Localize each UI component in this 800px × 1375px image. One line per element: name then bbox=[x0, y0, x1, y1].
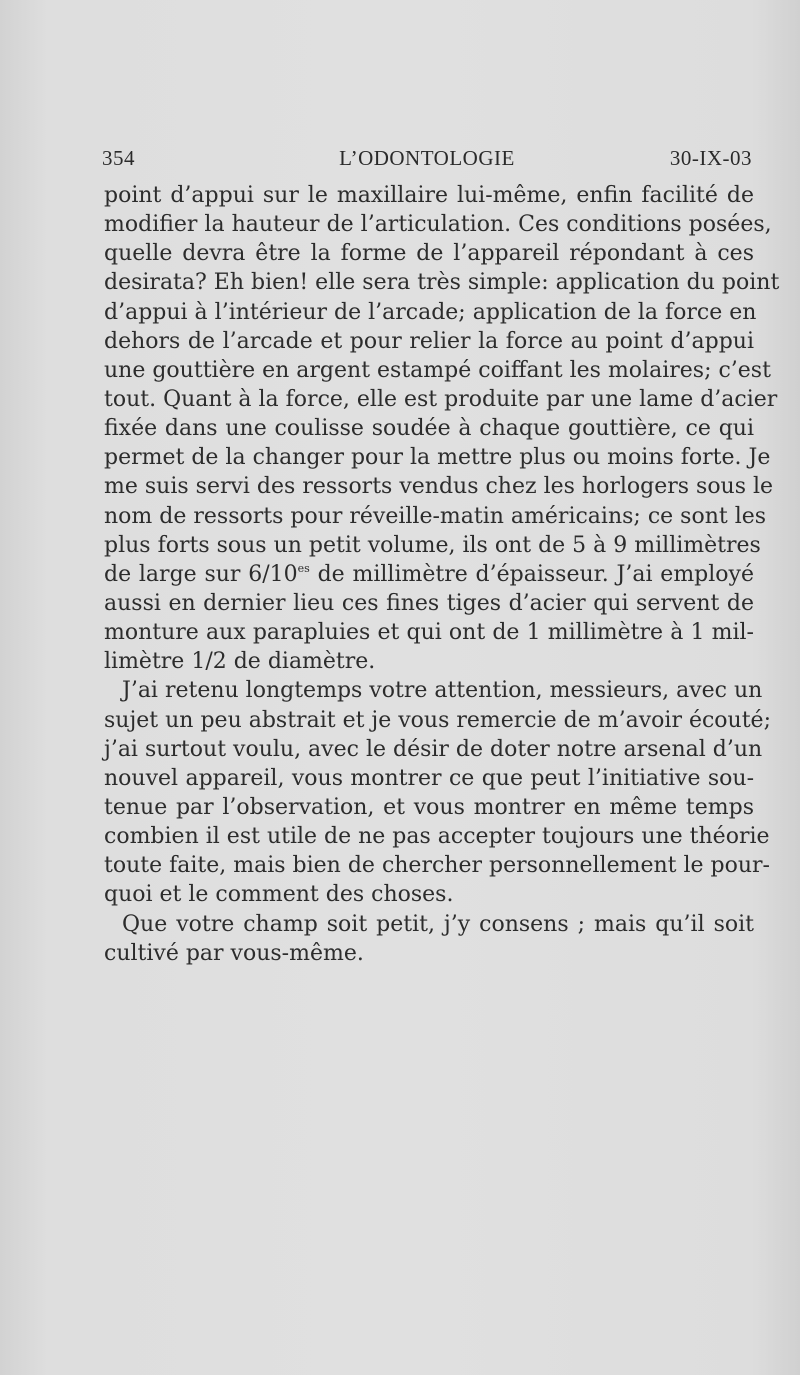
text-line: quoi et le comment des choses. bbox=[104, 882, 454, 908]
text-line: cultivé par vous-même. bbox=[104, 940, 364, 966]
text-line: permet de la changer pour la mettre plus ou moins forte. Je bbox=[104, 445, 771, 471]
running-head bbox=[102, 142, 752, 174]
text-line: point d’appui sur le maxillaire lui-même, enfin facilité de bbox=[104, 183, 754, 208]
text-line: quelle devra être la forme de l’appareil répondant à ces bbox=[104, 241, 754, 267]
page-number: 354 bbox=[102, 146, 135, 170]
text-line: nom de ressorts pour réveille-matin américains; ce sont les bbox=[104, 503, 767, 529]
superscript: es bbox=[297, 561, 310, 575]
text-line: monture aux parapluies et qui ont de 1 millimètre à 1 mil- bbox=[104, 620, 754, 646]
text-line: toute faite, mais bien de chercher personnellement le pour- bbox=[104, 853, 770, 879]
text-line: une gouttière en argent estampé coiffant les molaires; c’est bbox=[104, 357, 771, 383]
text-line: tout. Quant à la force, elle est produite par une lame d’acier bbox=[104, 386, 778, 412]
text-line: me suis servi des ressorts vendus chez les horlogers sous le bbox=[104, 474, 774, 500]
text-line: d’appui à l’intérieur de l’arcade; application de la force en bbox=[104, 299, 757, 325]
text-line: limètre 1/2 de diamètre. bbox=[104, 649, 376, 675]
text-line: J’ai retenu longtemps votre attention, messieurs, avec un bbox=[122, 678, 763, 704]
text-line: desirata? Eh bien! elle sera très simple: application du point bbox=[104, 270, 780, 296]
text-line: Que votre champ soit petit, j’y consens ; mais qu’il soit bbox=[122, 911, 754, 937]
text-line: modifier la hauteur de l’articulation. Ces conditions posées, bbox=[104, 212, 772, 238]
journal-title: L’ODONTOLOGIE bbox=[339, 146, 515, 170]
text-line: combien il est utile de ne pas accepter toujours une théorie bbox=[104, 824, 770, 850]
text-line: tenue par l’observation, et vous montrer en même temps bbox=[104, 794, 754, 820]
paragraph bbox=[104, 181, 780, 676]
text-segment: de millimètre d’épaisseur. J’ai employé bbox=[309, 561, 754, 587]
text-segment: de large sur 6/10 bbox=[104, 561, 298, 587]
text-line: j’ai surtout voulu, avec le désir de doter notre arsenal d’un bbox=[104, 736, 763, 762]
paragraph bbox=[104, 910, 754, 968]
issue-date: 30-IX-03 bbox=[669, 146, 752, 170]
text-line-with-superscript bbox=[104, 560, 754, 589]
text-line: dehors de l’arcade et pour relier la force au point d’appui bbox=[104, 328, 754, 354]
text-line: aussi en dernier lieu ces fines tiges d’acier qui servent de bbox=[104, 590, 754, 616]
text-line: fixée dans une coulisse soudée à chaque gouttière, ce qui bbox=[104, 416, 754, 442]
body-text bbox=[104, 181, 780, 968]
text-line: plus forts sous un petit volume, ils ont de 5 à 9 millimètres bbox=[104, 532, 761, 558]
paragraph bbox=[104, 676, 771, 909]
text-line: sujet un peu abstrait et je vous remercie de m’avoir écouté; bbox=[104, 707, 771, 733]
text-line: nouvel appareil, vous montrer ce que peut l’initiative sou- bbox=[104, 765, 754, 791]
